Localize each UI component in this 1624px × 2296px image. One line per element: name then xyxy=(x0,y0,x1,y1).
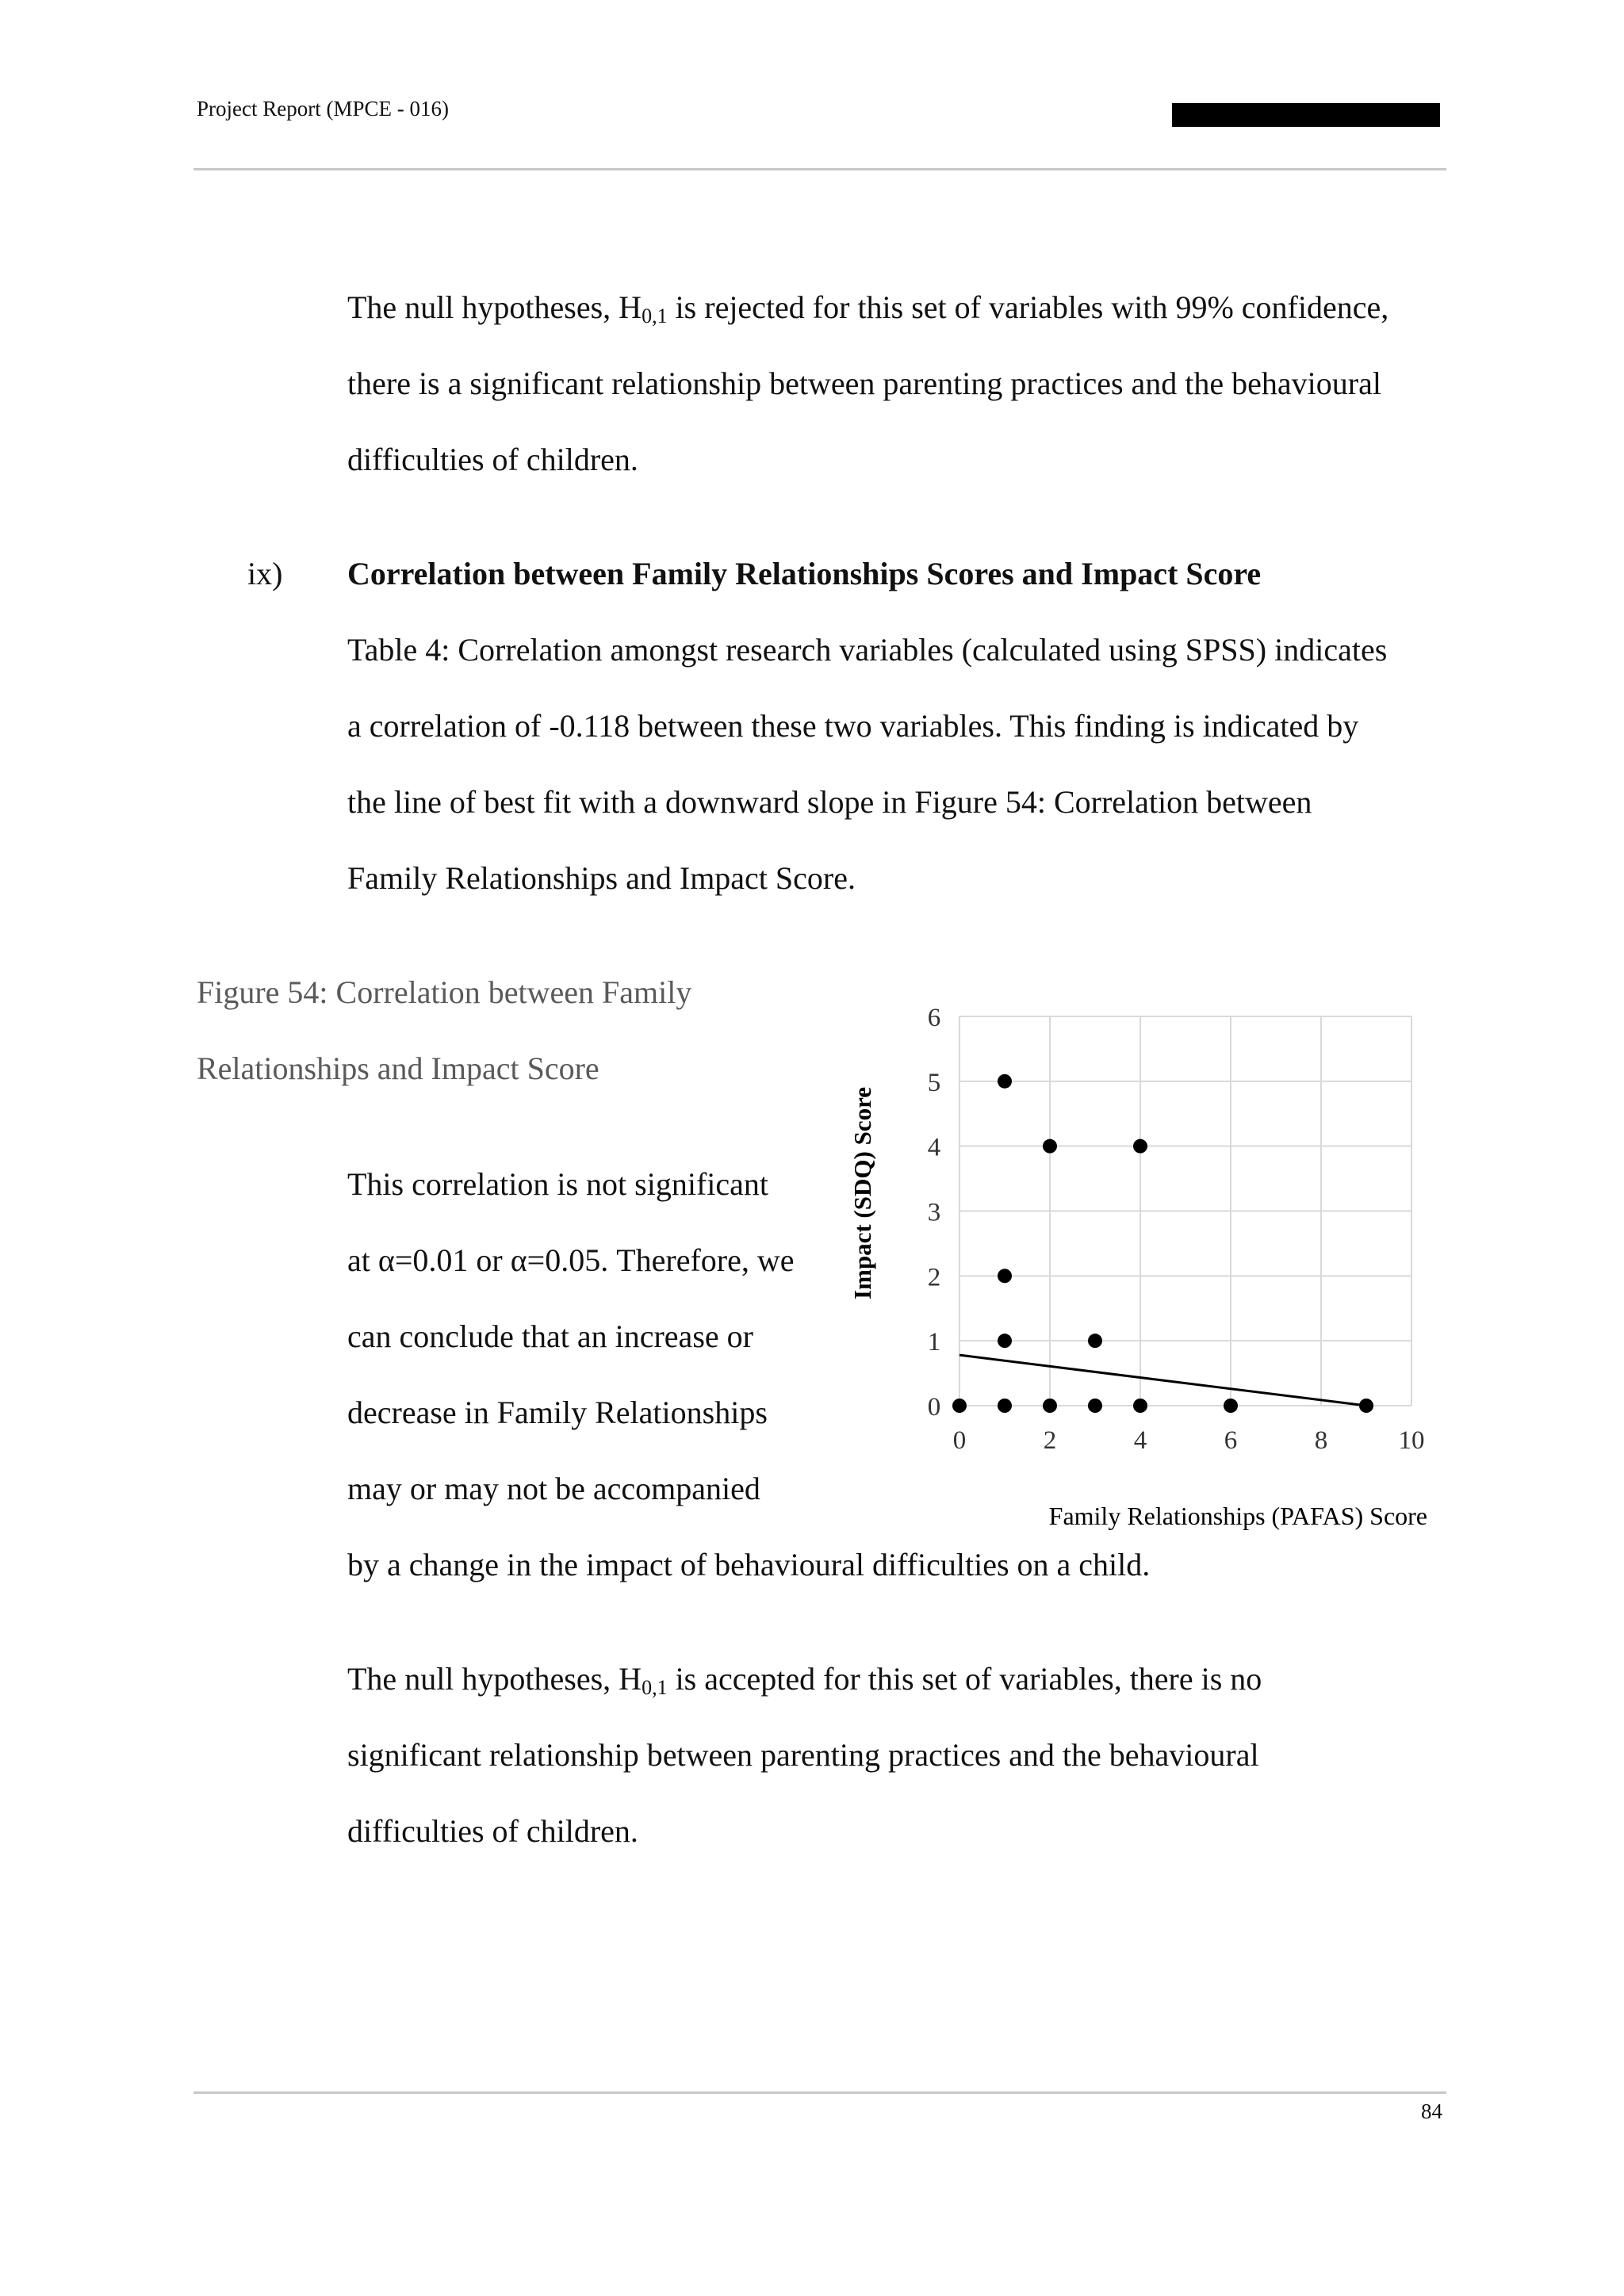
paragraph-line: can conclude that an increase or xyxy=(347,1318,753,1354)
scatter-chart xyxy=(841,983,1443,1538)
y-tick-label: 3 xyxy=(927,1198,941,1227)
paragraph-line: there is a significant relationship between parenting practices and the behavioural xyxy=(347,365,1381,401)
data-point xyxy=(1088,1399,1102,1413)
data-point xyxy=(998,1399,1012,1413)
paragraph-line: at α=0.01 or α=0.05. Therefore, we xyxy=(347,1242,795,1278)
data-point xyxy=(1043,1139,1057,1154)
data-point xyxy=(1224,1399,1238,1413)
x-tick-label: 8 xyxy=(1314,1426,1328,1455)
trendline-layer xyxy=(959,1355,1366,1406)
tick-labels xyxy=(928,1004,1425,1455)
page-header-title: Project Report (MPCE - 016) xyxy=(197,97,449,121)
x-tick-label: 10 xyxy=(1398,1426,1425,1455)
paragraph-line: the line of best fit with a downward slope in Figure 54: Correlation between xyxy=(347,784,1312,820)
figure-caption xyxy=(197,955,691,1107)
header-divider xyxy=(193,168,1446,170)
paragraph-line: a correlation of -0.118 between these two variables. This finding is indicated by xyxy=(347,708,1359,744)
paragraph-line: difficulties of children. xyxy=(347,1813,638,1849)
data-point xyxy=(952,1399,967,1413)
data-point xyxy=(1133,1139,1147,1154)
paragraph-correlation xyxy=(347,612,1387,916)
section-heading: Correlation between Family Relationships Scores and Impact Score xyxy=(347,556,1262,591)
footer-divider xyxy=(193,2091,1446,2094)
paragraph-hypothesis-rejected xyxy=(347,270,1388,498)
x-tick-label: 2 xyxy=(1043,1426,1057,1455)
paragraph-line: may or may not be accompanied xyxy=(347,1471,760,1506)
y-tick-label: 5 xyxy=(927,1068,941,1097)
data-point xyxy=(998,1074,1012,1089)
data-point xyxy=(1043,1399,1057,1413)
x-axis-label: Family Relationships (PAFAS) Score xyxy=(1048,1502,1427,1530)
paragraph-line: significant relationship between parenting practices and the behavioural xyxy=(347,1737,1259,1773)
trendline xyxy=(959,1355,1366,1406)
paragraph-line: The null hypotheses, $H_{0,1}$ is accepted for this set of variables, there is no xyxy=(347,1661,1262,1699)
y-axis-label: Impact (SDQ) Score xyxy=(848,1086,876,1300)
page-number: 84 xyxy=(1421,2099,1442,2123)
data-point xyxy=(998,1334,1012,1348)
paragraph-line: The null hypotheses, $H_{0,1}$ is rejected for this set of variables with 99% confidence, xyxy=(347,289,1389,327)
y-tick-label: 0 xyxy=(927,1393,941,1422)
paragraph-line: by a change in the impact of behavioural difficulties on a child. xyxy=(347,1547,1151,1582)
redaction-bar xyxy=(1172,103,1440,127)
x-tick-label: 6 xyxy=(1224,1426,1238,1455)
data-point xyxy=(1359,1399,1373,1413)
data-point xyxy=(1088,1334,1102,1348)
paragraph-line: Family Relationships and Impact Score. xyxy=(347,860,856,896)
caption-line: Figure 54: Correlation between Family xyxy=(197,974,692,1010)
paragraph-hypothesis-accepted xyxy=(347,1641,1262,1869)
caption-line: Relationships and Impact Score xyxy=(197,1050,599,1086)
x-tick-label: 0 xyxy=(952,1426,967,1455)
section-number: ix) xyxy=(247,556,283,591)
y-tick-label: 1 xyxy=(927,1328,941,1357)
x-tick-label: 4 xyxy=(1133,1426,1147,1455)
data-point xyxy=(1133,1399,1147,1413)
paragraph-line: Table 4: Correlation amongst research variables (calculated using SPSS) indicates xyxy=(347,632,1388,668)
chart-grid xyxy=(959,1016,1411,1406)
paragraph-line: decrease in Family Relationships xyxy=(347,1395,768,1430)
data-point xyxy=(998,1269,1012,1283)
y-tick-label: 2 xyxy=(927,1263,941,1292)
y-tick-label: 4 xyxy=(927,1133,941,1162)
y-tick-label: 6 xyxy=(927,1004,941,1032)
paragraph-line: This correlation is not significant xyxy=(347,1166,768,1202)
paragraph-line: difficulties of children. xyxy=(347,442,638,477)
